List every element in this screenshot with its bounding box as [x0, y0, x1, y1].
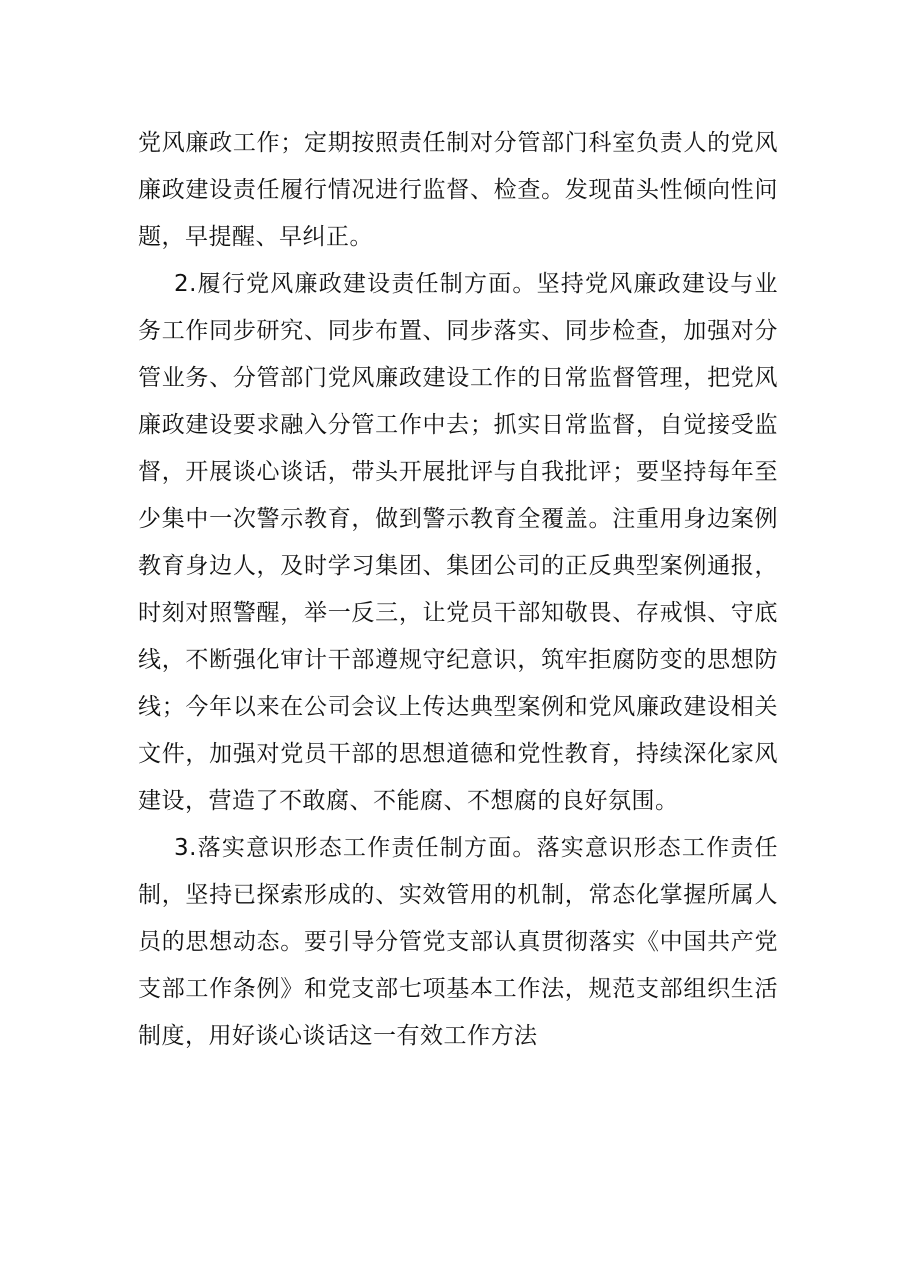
paragraph-section-3: 3.落实意识形态工作责任制方面。落实意识形态工作责任制，坚持已探索形成的、实效管用的机制，常态化掌握所属人员的思想动态。要引导分管党支部认真贯彻落实《中国共产党支部工作条例》和党支部七项基本工作法，规范支部组织生活制度，用好谈心谈话这一有效工作方法: [138, 835, 778, 1049]
paragraph-continuation: 党风廉政工作；定期按照责任制对分管部门科室负责人的党风廉政建设责任履行情况进行监督、检查。发现苗头性倾向性问题，早提醒、早纠正。: [138, 130, 778, 250]
document-body: [138, 120, 778, 1060]
paragraph-section-2: 2.履行党风廉政建设责任制方面。坚持党风廉政建设与业务工作同步研究、同步布置、同步落实、同步检查，加强对分管业务、分管部门党风廉政建设工作的日常监督管理，把党风廉政建设要求融入分管工作中去；抓实日常监督，自觉接受监督，开展谈心谈话，带头开展批评与自我批评；要坚持每年至少集中一次警示教育，做到警示教育全覆盖。注重用身边案例教育身边人，及时学习集团、集团公司的正反典型案例通报，时刻对照警醒，举一反三，让党员干部知敬畏、存戒惧、守底线，不断强化审计干部遵规守纪意识，筑牢拒腐防变的思想防线；今年以来在公司会议上传达典型案例和党风廉政建设相关文件，加强对党员干部的思想道德和党性教育，持续深化家风建设，营造了不敢腐、不能腐、不想腐的良好氛围。: [138, 271, 778, 814]
